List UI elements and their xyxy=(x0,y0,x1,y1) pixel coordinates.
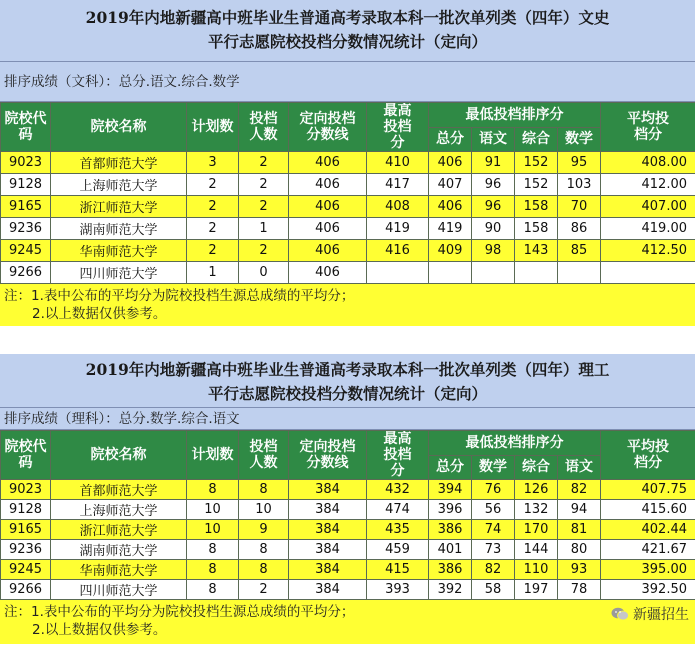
table-cell: 8 xyxy=(187,580,239,600)
table-cell: 401 xyxy=(429,540,472,560)
header-name: 院校名称 xyxy=(51,431,187,480)
section-title xyxy=(0,0,695,62)
table-cell: 9245 xyxy=(1,560,51,580)
table-cell: 3 xyxy=(187,152,239,174)
table-cell: 406 xyxy=(289,174,367,196)
table-cell: 126 xyxy=(515,480,558,500)
table-cell: 10 xyxy=(187,520,239,540)
table-cell: 392 xyxy=(429,580,472,600)
table-cell: 上海师范大学 xyxy=(51,174,187,196)
table-cell: 56 xyxy=(472,500,515,520)
table-cell: 459 xyxy=(367,540,429,560)
table-cell: 386 xyxy=(429,560,472,580)
table-cell: 406 xyxy=(289,196,367,218)
table-cell: 384 xyxy=(289,580,367,600)
table-body xyxy=(1,152,695,284)
table-cell: 392.50 xyxy=(601,580,695,600)
header-max: 最高投档分 xyxy=(367,431,429,480)
table-cell: 9128 xyxy=(1,500,51,520)
table-cell: 10 xyxy=(239,500,289,520)
table-cell: 1 xyxy=(187,262,239,284)
table-cell: 58 xyxy=(472,580,515,600)
table-row xyxy=(1,540,695,560)
table-cell: 395.00 xyxy=(601,560,695,580)
table-cell: 152 xyxy=(515,152,558,174)
table-row xyxy=(1,240,695,262)
table-cell: 103 xyxy=(558,174,601,196)
header-plan: 计划数 xyxy=(187,431,239,480)
table-cell: 197 xyxy=(515,580,558,600)
table-cell: 132 xyxy=(515,500,558,520)
table-cell: 406 xyxy=(289,152,367,174)
header-sub-2: 数学 xyxy=(472,455,515,480)
table-cell: 76 xyxy=(472,480,515,500)
table-cell: 152 xyxy=(515,174,558,196)
header-avg: 平均投档分 xyxy=(601,431,695,480)
header-admit: 投档人数 xyxy=(239,431,289,480)
table-cell: 86 xyxy=(558,218,601,240)
table-cell: 2 xyxy=(239,240,289,262)
table-cell: 9165 xyxy=(1,520,51,540)
table-cell: 394 xyxy=(429,480,472,500)
wechat-icon xyxy=(611,607,629,621)
table-cell: 158 xyxy=(515,218,558,240)
table-cell: 432 xyxy=(367,480,429,500)
table-cell: 0 xyxy=(239,262,289,284)
table-cell: 81 xyxy=(558,520,601,540)
table-row xyxy=(1,580,695,600)
table-cell: 406 xyxy=(429,152,472,174)
table-row xyxy=(1,218,695,240)
table-row xyxy=(1,480,695,500)
table-cell: 435 xyxy=(367,520,429,540)
header-sub-2: 语文 xyxy=(472,127,515,152)
table-cell: 94 xyxy=(558,500,601,520)
table-cell: 96 xyxy=(472,174,515,196)
scores-table xyxy=(0,430,695,600)
table-cell: 8 xyxy=(187,480,239,500)
table-cell: 74 xyxy=(472,520,515,540)
table-cell: 80 xyxy=(558,540,601,560)
table-row xyxy=(1,560,695,580)
title-line-1: 2019年内地新疆高中班毕业生普通高考录取本科一批次单列类（四年）理工 xyxy=(85,360,610,379)
table-cell: 70 xyxy=(558,196,601,218)
table-cell: 419 xyxy=(429,218,472,240)
table-cell: 409 xyxy=(429,240,472,262)
table-cell: 415.60 xyxy=(601,500,695,520)
table-cell: 406 xyxy=(429,196,472,218)
table-cell: 82 xyxy=(472,560,515,580)
table-cell: 8 xyxy=(187,540,239,560)
table-cell: 9128 xyxy=(1,174,51,196)
table-cell: 396 xyxy=(429,500,472,520)
header-sub-3: 综合 xyxy=(515,455,558,480)
table-cell: 407.00 xyxy=(601,196,695,218)
watermark-text: 新疆招生 xyxy=(633,607,689,623)
table-row xyxy=(1,174,695,196)
header-min-group: 最低投档排序分 xyxy=(429,431,601,456)
header-avg: 平均投档分 xyxy=(601,103,695,152)
watermark xyxy=(611,606,689,624)
table-cell: 85 xyxy=(558,240,601,262)
table-cell xyxy=(515,262,558,284)
table-cell: 浙江师范大学 xyxy=(51,520,187,540)
table-cell: 8 xyxy=(187,560,239,580)
table-cell: 9236 xyxy=(1,218,51,240)
header-sub-4: 数学 xyxy=(558,127,601,152)
table-row xyxy=(1,500,695,520)
table-cell: 湖南师范大学 xyxy=(51,218,187,240)
table-row xyxy=(1,196,695,218)
table-cell: 410 xyxy=(367,152,429,174)
table-cell: 四川师范大学 xyxy=(51,262,187,284)
table-cell: 416 xyxy=(367,240,429,262)
header-line: 定向投档分数线 xyxy=(289,103,367,152)
table-cell: 417 xyxy=(367,174,429,196)
table-cell: 华南师范大学 xyxy=(51,560,187,580)
table-cell: 2 xyxy=(187,240,239,262)
section-title xyxy=(0,354,695,408)
header-admit: 投档人数 xyxy=(239,103,289,152)
table-cell: 2 xyxy=(187,174,239,196)
table-cell: 上海师范大学 xyxy=(51,500,187,520)
table-cell: 406 xyxy=(289,262,367,284)
table-cell: 8 xyxy=(239,540,289,560)
header-sub-total: 总分 xyxy=(429,455,472,480)
note-line-1: 注：1.表中公布的平均分为院校投档生源总成绩的平均分； xyxy=(4,604,355,620)
sort-criteria: 排序成绩（文科）：总分.语文.综合.数学 xyxy=(0,62,695,102)
table-cell: 421.67 xyxy=(601,540,695,560)
table-cell: 412.50 xyxy=(601,240,695,262)
table-cell: 9266 xyxy=(1,262,51,284)
table-cell: 2 xyxy=(187,218,239,240)
table-cell: 419 xyxy=(367,218,429,240)
table-cell: 2 xyxy=(239,152,289,174)
header-sub-4: 语文 xyxy=(558,455,601,480)
table-cell: 9165 xyxy=(1,196,51,218)
title-line-2: 平行志愿院校投档分数情况统计（定向） xyxy=(207,384,487,403)
table-cell: 384 xyxy=(289,540,367,560)
table-row xyxy=(1,520,695,540)
table-cell: 419.00 xyxy=(601,218,695,240)
table-cell: 华南师范大学 xyxy=(51,240,187,262)
table-cell: 73 xyxy=(472,540,515,560)
table-cell: 144 xyxy=(515,540,558,560)
table-cell xyxy=(367,262,429,284)
note-line-1: 注：1.表中公布的平均分为院校投档生源总成绩的平均分； xyxy=(4,288,355,304)
table-cell: 412.00 xyxy=(601,174,695,196)
table-cell: 408 xyxy=(367,196,429,218)
table-cell: 143 xyxy=(515,240,558,262)
table-cell: 384 xyxy=(289,520,367,540)
table-cell: 90 xyxy=(472,218,515,240)
footnote xyxy=(0,600,695,644)
table-cell xyxy=(601,262,695,284)
table-cell: 2 xyxy=(239,580,289,600)
table-cell: 170 xyxy=(515,520,558,540)
table-cell: 10 xyxy=(187,500,239,520)
table-cell: 402.44 xyxy=(601,520,695,540)
table-cell: 首都师范大学 xyxy=(51,152,187,174)
table-cell: 474 xyxy=(367,500,429,520)
header-sub-total: 总分 xyxy=(429,127,472,152)
scores-table xyxy=(0,102,695,284)
header-name: 院校名称 xyxy=(51,103,187,152)
table-cell: 98 xyxy=(472,240,515,262)
table-cell: 384 xyxy=(289,480,367,500)
table-cell: 384 xyxy=(289,500,367,520)
note-line-2: 2.以上数据仅供参考。 xyxy=(32,306,167,322)
table-cell: 384 xyxy=(289,560,367,580)
table-cell: 浙江师范大学 xyxy=(51,196,187,218)
table-cell: 95 xyxy=(558,152,601,174)
table-cell: 406 xyxy=(289,218,367,240)
table-cell: 9245 xyxy=(1,240,51,262)
table-cell: 96 xyxy=(472,196,515,218)
table-cell: 386 xyxy=(429,520,472,540)
table-cell: 2 xyxy=(239,196,289,218)
table-cell: 9023 xyxy=(1,480,51,500)
table-cell: 9266 xyxy=(1,580,51,600)
table-cell: 110 xyxy=(515,560,558,580)
sort-criteria: 排序成绩（理科）：总分.数学.综合.语文 xyxy=(0,408,695,430)
header-min-group: 最低投档排序分 xyxy=(429,103,601,128)
table-cell: 湖南师范大学 xyxy=(51,540,187,560)
header-code: 院校代码 xyxy=(1,431,51,480)
header-plan: 计划数 xyxy=(187,103,239,152)
table-cell: 9 xyxy=(239,520,289,540)
table-cell: 407.75 xyxy=(601,480,695,500)
table-cell: 1 xyxy=(239,218,289,240)
title-line-2: 平行志愿院校投档分数情况统计（定向） xyxy=(207,32,487,51)
table-row xyxy=(1,152,695,174)
header-sub-3: 综合 xyxy=(515,127,558,152)
table-cell: 406 xyxy=(289,240,367,262)
table-cell xyxy=(558,262,601,284)
note-line-2: 2.以上数据仅供参考。 xyxy=(32,622,167,638)
header-line: 定向投档分数线 xyxy=(289,431,367,480)
header-max: 最高投档分 xyxy=(367,103,429,152)
table-cell: 415 xyxy=(367,560,429,580)
table-cell: 93 xyxy=(558,560,601,580)
footnote xyxy=(0,284,695,326)
table-row xyxy=(1,262,695,284)
title-line-1: 2019年内地新疆高中班毕业生普通高考录取本科一批次单列类（四年）文史 xyxy=(85,8,610,27)
header-code: 院校代码 xyxy=(1,103,51,152)
table-cell: 82 xyxy=(558,480,601,500)
table-cell: 8 xyxy=(239,480,289,500)
table-cell: 9023 xyxy=(1,152,51,174)
table-cell: 四川师范大学 xyxy=(51,580,187,600)
table-cell xyxy=(429,262,472,284)
table-body xyxy=(1,480,695,600)
table-cell xyxy=(472,262,515,284)
table-cell: 8 xyxy=(239,560,289,580)
table-cell: 407 xyxy=(429,174,472,196)
table-cell: 9236 xyxy=(1,540,51,560)
table-cell: 393 xyxy=(367,580,429,600)
table-cell: 91 xyxy=(472,152,515,174)
table-cell: 158 xyxy=(515,196,558,218)
table-cell: 2 xyxy=(187,196,239,218)
table-section-science xyxy=(0,354,695,644)
table-cell: 首都师范大学 xyxy=(51,480,187,500)
table-cell: 2 xyxy=(239,174,289,196)
table-cell: 78 xyxy=(558,580,601,600)
table-cell: 408.00 xyxy=(601,152,695,174)
